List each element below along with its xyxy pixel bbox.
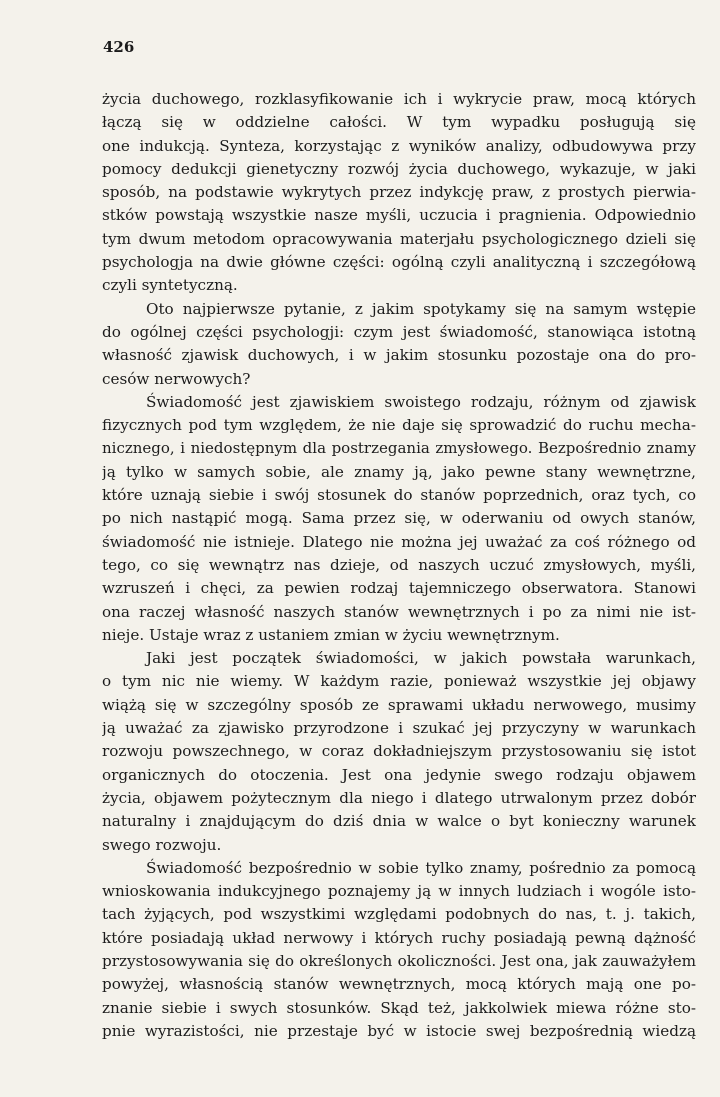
text-line: tym dwum metodom opracowywania materjału psychologicznego dzieli się <box>102 229 696 248</box>
text-line: swego rozwoju. <box>102 835 222 854</box>
text-line: ją uważać za zjawisko przyrodzone i szukać jej przyczyny w warunkach <box>102 719 696 738</box>
text-line: wzruszeń i chęci, za pewien rodzaj tajemniczego obserwatora. Stanowi <box>102 579 696 598</box>
text-line: fizycznych pod tym względem, że nie daje się sprowadzić do ruchu mecha- <box>102 416 696 435</box>
text-line: organicznych do otoczenia. Jest ona jedynie swego rodzaju objawem <box>102 765 696 784</box>
text-line: ona raczej własność naszych stanów wewnętrznych i po za nimi nie ist- <box>102 602 696 621</box>
text-line: nicznego, i niedostępnym dla postrzegania zmysłowego. Bezpośrednio znamy <box>102 439 696 458</box>
text-line: nieje. Ustaje wraz z ustaniem zmian w życiu wewnętrznym. <box>102 625 560 644</box>
text-line: tach żyjących, pod wszystkimi względami podobnych do nas, t. j. takich, <box>102 905 696 924</box>
text-line: łączą się w oddzielne całości. W tym wypadku posługują się <box>102 113 696 132</box>
text-line: pomocy dedukcji gienetyczny rozwój życia duchowego, wykazuje, w jaki <box>102 159 696 178</box>
text-line: świadomość nie istnieje. Dlatego nie można jej uważać za coś różnego od <box>102 532 696 551</box>
text-line: Świadomość bezpośrednio w sobie tylko znamy, pośrednio za pomocą <box>146 858 696 877</box>
text-line: sposób, na podstawie wykrytych przez indykcję praw, z prostych pierwia- <box>102 183 696 202</box>
text-line: Oto najpierwsze pytanie, z jakim spotykamy się na samym wstępie <box>146 299 696 318</box>
page-number: 426 <box>103 38 135 56</box>
text-line: własność zjawisk duchowych, i w jakim stosunku pozostaje ona do pro- <box>102 346 696 365</box>
text-line: przystosowywania się do określonych okoliczności. Jest ona, jak zauważyłem <box>102 951 696 970</box>
text-line: ją tylko w samych sobie, ale znamy ją, jako pewne stany wewnętrzne, <box>102 462 696 481</box>
text-line: które uznają siebie i swój stosunek do stanów poprzednich, oraz tych, co <box>102 486 696 505</box>
text-line: cesów nerwowych? <box>102 369 251 388</box>
text-line: stków powstają wszystkie nasze myśli, uczucia i pragnienia. Odpowiednio <box>102 206 696 225</box>
text-line: naturalny i znajdującym do dziś dnia w walce o byt konieczny warunek <box>102 812 696 831</box>
text-line: wiążą się w szczególny sposób ze sprawami układu nerwowego, musimy <box>102 695 696 714</box>
text-line: tego, co się wewnątrz nas dzieje, od naszych uczuć zmysłowych, myśli, <box>102 555 696 574</box>
text-line: pnie wyrazistości, nie przestaje być w istocie swej bezpośrednią wiedzą <box>102 1021 696 1040</box>
text-line: po nich nastąpić mogą. Sama przez się, w oderwaniu od owych stanów, <box>102 509 696 528</box>
text-line: życia duchowego, rozklasyfikowanie ich i wykrycie praw, mocą których <box>102 90 696 108</box>
text-line: o tym nic nie wiemy. W każdym razie, ponieważ wszystkie jej objawy <box>102 672 696 691</box>
text-line: Jaki jest początek świadomości, w jakich powstała warunkach, <box>146 649 696 668</box>
text-line: psychologja na dwie główne części: ogólną czyli analityczną i szczegółową <box>102 253 696 272</box>
text-line: do ogólnej części psychologji: czym jest świadomość, stanowiąca istotną <box>102 322 696 341</box>
text-line: one indukcją. Synteza, korzystając z wyników analizy, odbudowywa przy <box>102 136 696 155</box>
text-line: rozwoju powszechnego, w coraz dokładniejszym przystosowaniu się istot <box>102 742 696 761</box>
text-line: Świadomość jest zjawiskiem swoistego rodzaju, różnym od zjawisk <box>146 392 696 411</box>
text-line: czyli syntetyczną. <box>102 276 238 295</box>
text-line: powyżej, własnością stanów wewnętrznych, mocą których mają one po- <box>102 975 696 994</box>
text-line: życia, objawem pożytecznym dla niego i dlatego utrwalonym przez dobór <box>102 788 696 807</box>
text-line: wnioskowania indukcyjnego poznajemy ją w innych ludziach i wogóle isto- <box>102 882 696 901</box>
text-line: które posiadają układ nerwowy i których ruchy posiadają pewną dążność <box>102 928 696 947</box>
body-text <box>102 88 696 1043</box>
text-line: znanie siebie i swych stosunków. Skąd też, jakkolwiek miewa różne sto- <box>102 998 696 1017</box>
